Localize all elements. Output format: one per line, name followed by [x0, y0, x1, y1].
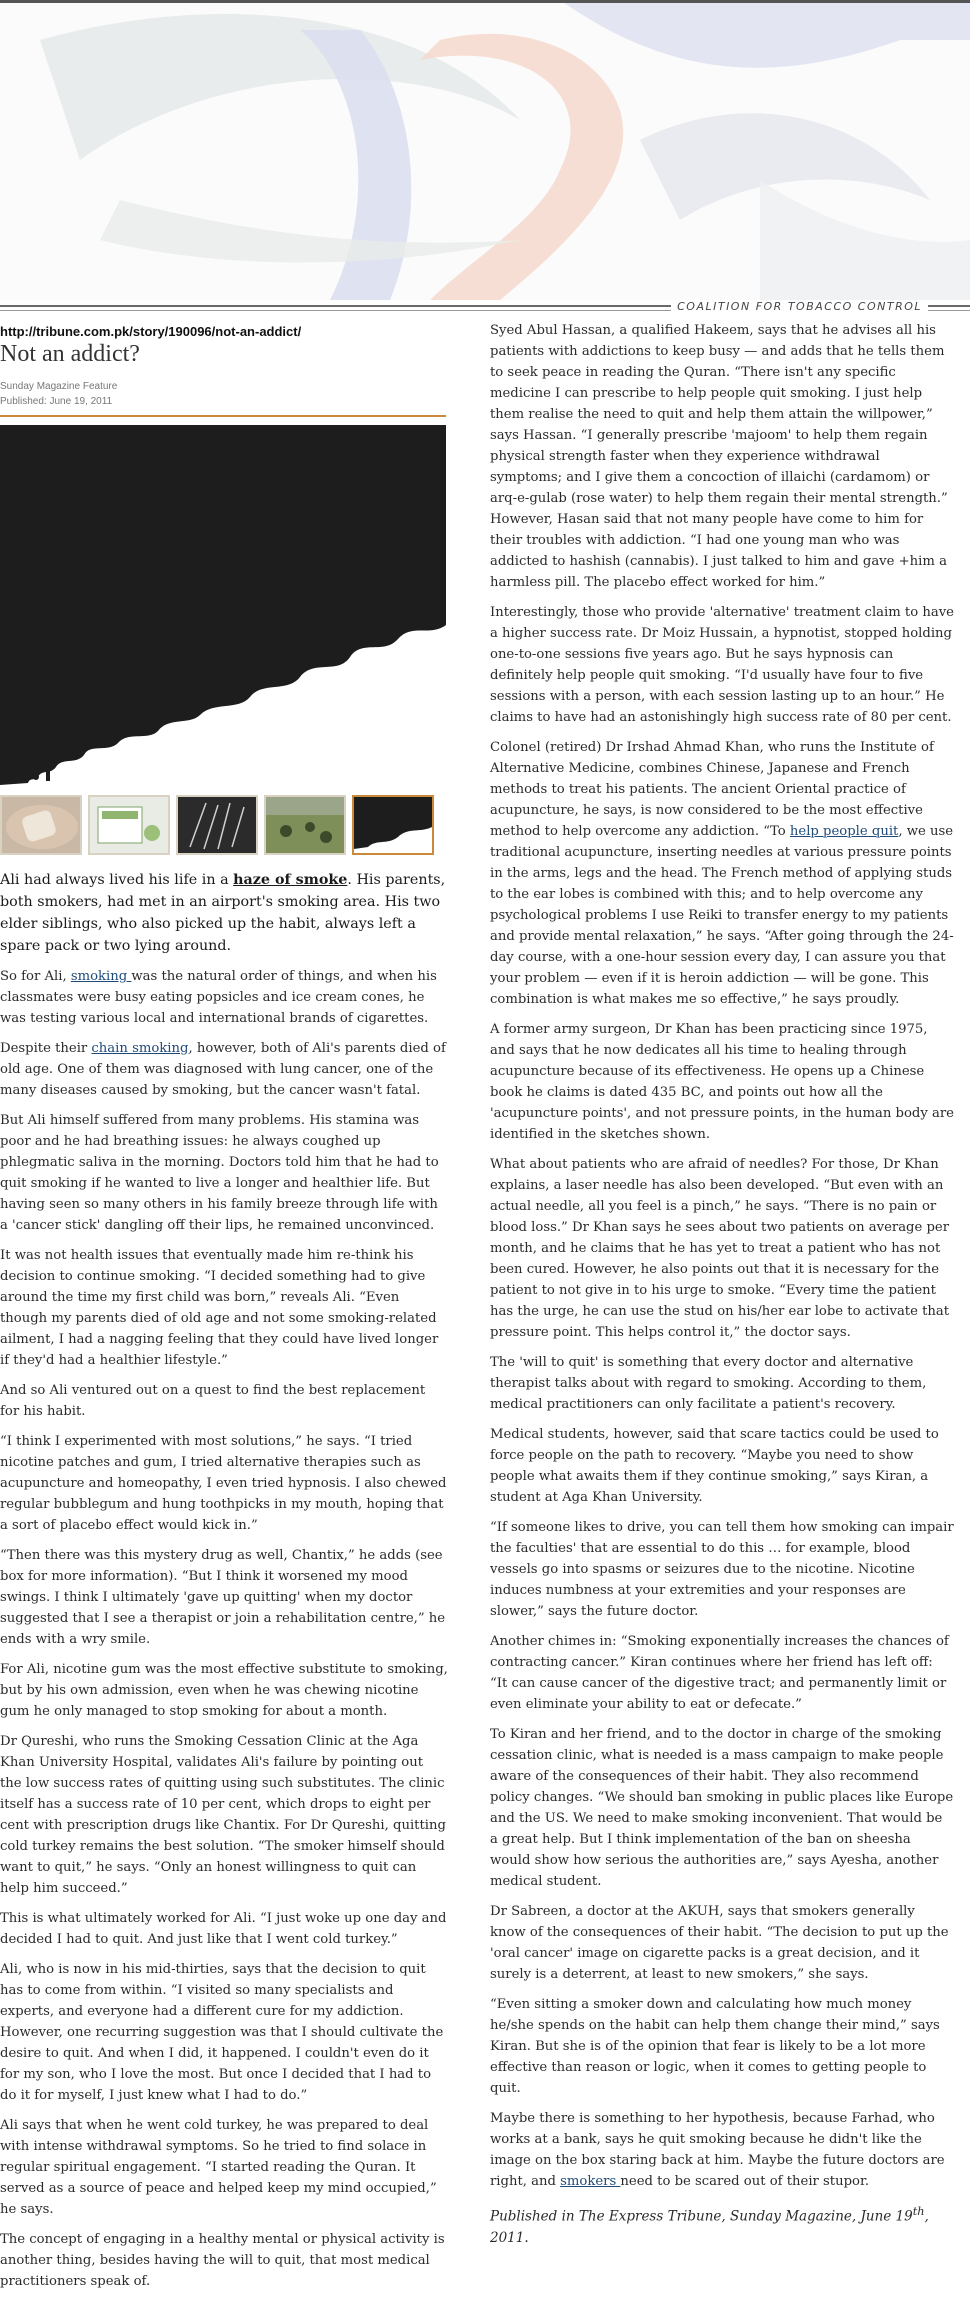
article-published-date: Published: June 19, 2011	[0, 396, 113, 407]
paragraph: Despite their chain smoking, however, both of Ali's parents died of old age. One of them was diagnosed with lung cancer, one of the many diseases caused by smoking, but the cancer wasn't fatal.	[0, 1041, 446, 1098]
paragraph: A former army surgeon, Dr Khan has been practicing since 1975, and says that he now dedicates all his time to healing through acupuncture because of its effectiveness. He opens up a Chinese book he claims is dated 435 BC, and points out how all the 'acupuncture points', and not pressure points, in the human body are identified in the sketches shown.	[490, 1022, 954, 1142]
smoker-illustration	[0, 425, 446, 785]
paragraph: Ali says that when he went cold turkey, he was prepared to deal with intense withdrawal symptoms. So he tried to find solace in regular spiritual engagement. “I started reading the Quran. It served as a source of peace and helped keep my mind occupied,” he says.	[0, 2118, 437, 2217]
left-article-body	[0, 869, 448, 2292]
outdoor-thumbnail-image	[266, 797, 344, 853]
banner-logo-watermark	[0, 0, 970, 300]
paragraph: “Even sitting a smoker down and calculating how much money he/she spends on the habit can help them change their mind,” says Kiran. But she is of the opinion that fear is likely to be a lot more effective than reason or logic, when it comes to getting people to quit.	[490, 1997, 940, 2096]
coalition-header	[0, 300, 970, 318]
paragraph: Ali had always lived his life in a haze of smoke. His parents, both smokers, had met in an airport's smoking area. His two elder siblings, who also picked up the habit, always left a spare pack or two lying around.	[0, 872, 446, 954]
paragraph: What about patients who are afraid of needles? For those, Dr Khan explains, a laser needle has also been developed. “But even with an actual needle, all you feel is a pinch,” he says. “There is no pain or blood loss.” Dr Khan says he sees about two patients on average per month, and he claims that he has yet to treat a patient who has not been cured. However, he also points out that it is necessary for the patient to not give in to his urge to smoke. “Every time the patient has the urge, he can use the stud on his/her ear lobe to activate that pressure point. This helps control it,” the doctor says.	[490, 1157, 950, 1340]
thumbnail-gallery	[0, 795, 448, 859]
paragraph: Medical students, however, said that scare tactics could be used to force people on the path to recovery. “Maybe you need to show people what awaits them if they continue smoking,” says Kiran, a student at Aga Khan University.	[490, 1427, 939, 1505]
paragraph: But Ali himself suffered from many problems. His stamina was poor and he had breathing issues: he always coughed up phlegmatic saliva in the morning. Doctors told him that he had to quit smoking if he wanted to live a longer and healthier life. But having seen so many others in his family breeze through life with a 'cancer stick' dangling off their lips, he remained unconvinced.	[0, 1113, 439, 1233]
paragraph: Syed Abul Hassan, a qualified Hakeem, says that he advises all his patients with addictions to keep busy — and adds that he tells them to seek peace in reading the Quran. “There isn't any specific medicine I can prescribe to help people quit smoking. I just help them realise the need to quit and help them attain the willpower,” says Hassan. “I generally prescribe 'majoom' to help them regain physical strength faster when they experience withdrawal symptoms; and I give them a concoction of illaichi (cardamom) or arq-e-gulab (rose water) to help them regain their mental strength.” However, Hasan said that not many people have come to him for their troubles with addiction. “I had one young man who was addicted to hashish (cannabis). I just talked to him and gave +him a harmless pill. The placebo effect worked for him.”	[490, 323, 948, 590]
paragraph: Ali, who is now in his mid-thirties, says that the decision to quit has to come from within. “I visited so many specialists and experts, and everyone had a different cure for my addiction. However, one recurring suggestion was that I should cultivate the desire to quit. And when I did, it happened. I couldn't even do it for my son, who I love the most. But once I decided that I had to do it for myself, I just knew what I had to do.”	[0, 1962, 444, 2103]
paragraph: “Then there was this mystery drug as well, Chantix,” he adds (see box for more information). “But I think it worsened my mood swings. I think I ultimately 'gave up quitting' when my doctor suggested that I see a therapist or join a rehabilitation centre,” he ends with a wry smile.	[0, 1548, 446, 1647]
smoker-thumbnail-image	[354, 797, 432, 853]
patch-thumbnail-image	[2, 797, 80, 853]
paragraph: The 'will to quit' is something that every doctor and alternative therapist talks about with regard to smoking. According to them, medical practitioners can only facilitate a patient's recovery.	[490, 1355, 927, 1412]
article-url[interactable]: http://tribune.com.pk/story/190096/not-an-addict/	[0, 324, 302, 339]
paragraph: It was not health issues that eventually made him re-think his decision to continue smoking. “I decided something had to give around the time my first child was born,” reveals Ali. “Even though my parents died of old age and not some smoking-related ailment, I had a nagging feeling that they could have lived longer if they'd had a healthier lifestyle.”	[0, 1248, 439, 1368]
coalition-label: COALITION FOR TOBACCO CONTROL	[671, 300, 928, 313]
chain-smoking-link[interactable]: chain smoking	[91, 1041, 189, 1056]
header-banner	[0, 0, 970, 300]
publication-credit: Published in The Express Tribune, Sunday Magazine, June 19th, 2011.	[490, 2205, 929, 2246]
patch-thumbnail[interactable]	[0, 795, 82, 855]
paragraph: To Kiran and her friend, and to the doctor in charge of the smoking cessation clinic, what is needed is a mass campaign to make people aware of the consequences of their habit. They also recommend policy changes. “We should ban smoking in public places like Europe and the US. We need to make smoking inconvenient. That would be a great help. But I think implementation of the ban on sheesha would show how serious the authorities are,” says Ayesha, another medical student.	[490, 1727, 954, 1889]
nicorette-thumbnail[interactable]	[88, 795, 170, 855]
paragraph: The concept of engaging in a healthy mental or physical activity is another thing, besides having the will to quit, that most medical practitioners speak of.	[0, 2232, 445, 2289]
smoking-link[interactable]: smoking	[70, 969, 132, 984]
outdoor-thumbnail[interactable]	[264, 795, 346, 855]
paragraph: Dr Sabreen, a doctor at the AKUH, says that smokers generally know of the consequences of their habit. “The decision to put up the 'oral cancer' image on cigarette packs is a great decision, and it surely is a deterrent, at least to new smokers,” she says.	[490, 1904, 949, 1982]
paragraph: Maybe there is something to her hypothesis, because Farhad, who works at a bank, says he quit smoking because he didn't like the image on the box staring back at him. Maybe the future doctors are right, and smokers need to be scared out of their stupor.	[490, 2111, 945, 2189]
left-column	[0, 320, 448, 2301]
seated-smoker-figure	[6, 717, 76, 787]
article-section: Sunday Magazine Feature	[0, 381, 118, 392]
top-border	[0, 0, 970, 3]
smoker-illustration-thumbnail[interactable]	[352, 795, 434, 855]
paragraph: “I think I experimented with most solutions,” he says. “I tried nicotine patches and gum, I tried alternative therapies such as acupuncture and homeopathy, I even tried hypnosis. I also chewed regular bubblegum and hung toothpicks in my mouth, hoping that a sort of placebo effect would kick in.”	[0, 1434, 447, 1533]
haze-of-smoke-link[interactable]: haze of smoke	[233, 872, 348, 888]
paragraph: So for Ali, smoking was the natural order of things, and when his classmates were busy eating popsicles and ice cream cones, he was testing various local and international brands of cigarettes.	[0, 969, 437, 1026]
paragraph: “If someone likes to drive, you can tell them how smoking can impair the faculties' that are essential to do this … for example, blood vessels go into spasms or seizures due to the nicotine. Nicotine induces numbness at your extremities and your responses are slower,” says the future doctor.	[490, 1520, 954, 1619]
help-people-quit-link[interactable]: help people quit	[789, 824, 899, 839]
acupuncture-needles-thumbnail[interactable]	[176, 795, 258, 855]
paragraph: This is what ultimately worked for Ali. “I just woke up one day and decided I had to quit. And just like that I went cold turkey.”	[0, 1911, 447, 1947]
smokers-link[interactable]: smokers	[560, 2174, 621, 2189]
paragraph: Colonel (retired) Dr Irshad Ahmad Khan, who runs the Institute of Alternative Medicine, combines Chinese, Japanese and French methods to treat his patients. The ancient Oriental practice of acupuncture, he says, is now considered to be the most effective method to help overcome any addiction. “To help people quit, we use traditional acupuncture, inserting needles at various pressure points in the arms, legs and the head. The French method of applying studs to the ear lobes is combined with this; and to help overcome any psychological problems I use Reiki to transfer energy to my patients and provide mental relaxation,” he says. “After going through the 24-day course, with a one-hour session every day, I can assure you that your problem — even if it is heroin addiction — will be gone. This combination is what makes me so effective,” he says proudly.	[490, 740, 954, 1007]
meta-divider	[0, 415, 446, 417]
nicorette-thumbnail-image	[90, 797, 168, 853]
paragraph: Dr Qureshi, who runs the Smoking Cessation Clinic at the Aga Khan University Hospital, validates Ali's failure by pointing out the low success rates of quitting using such substitutes. The clinic itself has a success rate of 10 per cent, which drops to eight per cent with prescription drugs like Chantix. For Dr Qureshi, quitting cold turkey remains the best solution. “The smoker himself should want to quit,” he says. “Only an honest willingness to quit can help him succeed.”	[0, 1734, 446, 1896]
acupuncture-thumbnail-image	[178, 797, 256, 853]
paragraph: Another chimes in: “Smoking exponentially increases the chances of contracting cancer.” Kiran continues where her friend has left off: “It can cause cancer of the digestive tract; and permanently limit or even eliminate your ability to eat or defecate.”	[490, 1634, 949, 1712]
right-column	[490, 320, 954, 2258]
paragraph: And so Ali ventured out on a quest to find the best replacement for his habit.	[0, 1383, 426, 1419]
paragraph: Interestingly, those who provide 'alternative' treatment claim to have a higher success rate. Dr Moiz Hussain, a hypnotist, stopped holding one-to-one sessions five years ago. But he says hypnosis can definitely help people quit smoking. “I'd usually have four to five sessions with a person, with each session lasting up to an hour.” He claims to have had an astonishingly high success rate of 80 per cent.	[490, 605, 954, 725]
paragraph: For Ali, nicotine gum was the most effective substitute to smoking, but by his own admission, even when he was chewing nicotine gum he only managed to stop smoking for about a month.	[0, 1662, 448, 1719]
article-title: Not an addict?	[0, 341, 140, 367]
